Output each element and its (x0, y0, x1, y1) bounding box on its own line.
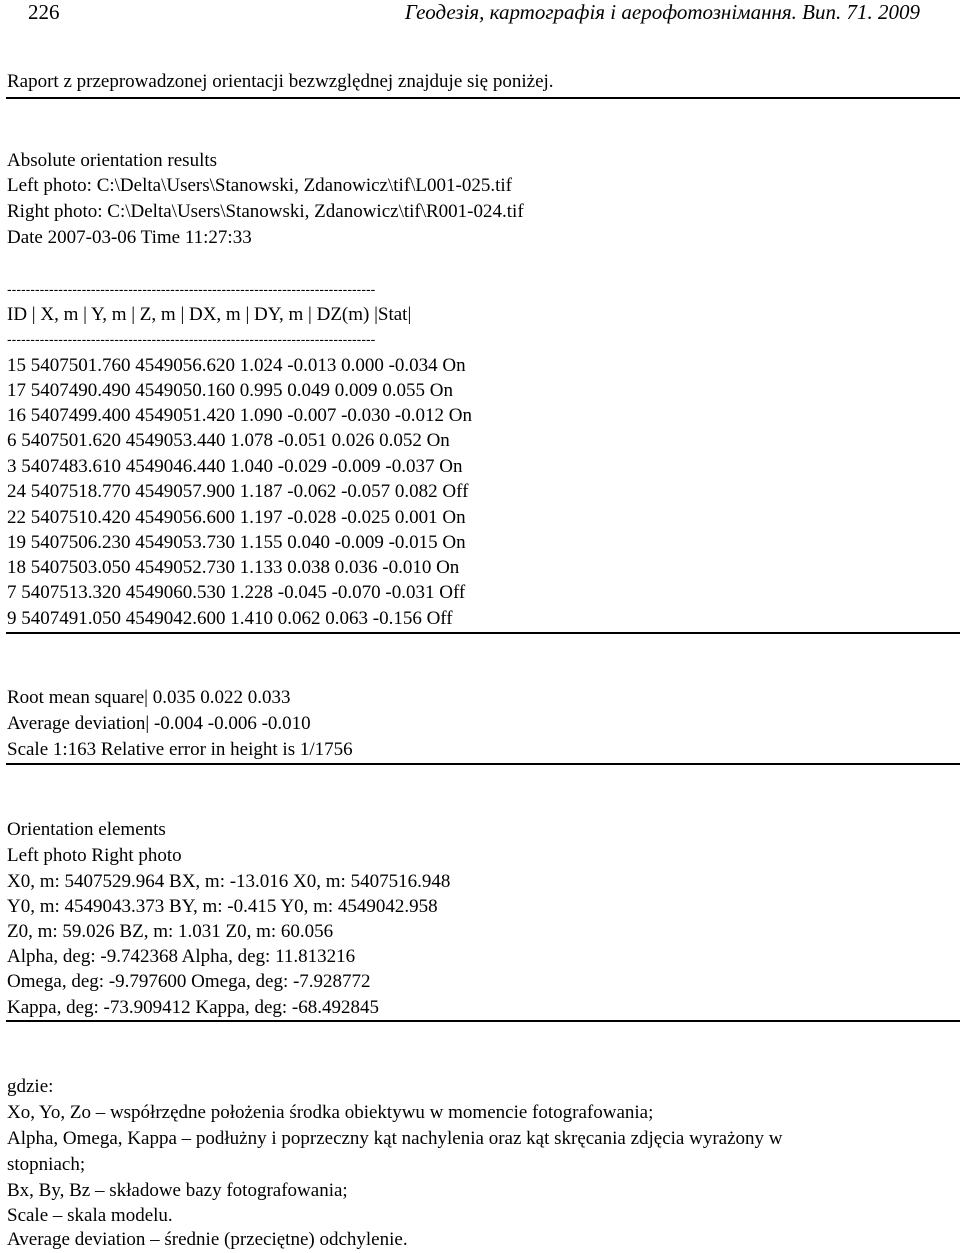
table-row: 18 5407503.050 4549052.730 1.133 0.038 0.036 -0.010 On (7, 557, 460, 578)
page-header (0, 0, 960, 40)
intro-text: Raport z przeprowadzonej orientacji bezwzględnej znajduje się poniżej. (7, 71, 554, 92)
table-row: 3 5407483.610 4549046.440 1.040 -0.029 -0.009 -0.037 On (7, 456, 463, 477)
legend-line: Bx, By, Bz – składowe bazy fotografowania; (7, 1180, 348, 1201)
table-row: 16 5407499.400 4549051.420 1.090 -0.007 -0.030 -0.012 On (7, 405, 472, 426)
dash-separator-bottom: ------------------------------------------------------------------------------- (7, 331, 376, 347)
legend-line: Alpha, Omega, Kappa – podłużny i poprzeczny kąt nachylenia oraz kąt skręcania zdjęcia wyrażony w (7, 1128, 783, 1149)
legend-line: Scale – skala modelu. (7, 1205, 173, 1226)
orientation-line: Y0, m: 4549043.373 BY, m: -0.415 Y0, m: 4549042.958 (7, 896, 438, 917)
table-row: 9 5407491.050 4549042.600 1.410 0.062 0.063 -0.156 Off (7, 608, 453, 629)
orientation-line: Kappa, deg: -73.909412 Kappa, deg: -68.492845 (7, 997, 380, 1018)
table-header: ID | X, m | Y, m | Z, m | DX, m | DY, m | DZ(m) |Stat| (7, 304, 412, 325)
orientation-line: X0, m: 5407529.964 BX, m: -13.016 X0, m: 5407516.948 (7, 871, 451, 892)
orientation-line: Left photo Right photo (7, 845, 182, 866)
divider (6, 1020, 960, 1022)
table-row: 7 5407513.320 4549060.530 1.228 -0.045 -0.070 -0.031 Off (7, 582, 466, 603)
report-date: Date 2007-03-06 Time 11:27:33 (7, 227, 252, 248)
page-number: 226 (28, 0, 60, 24)
table-row: 6 5407501.620 4549053.440 1.078 -0.051 0.026 0.052 On (7, 430, 450, 451)
left-photo-path: Left photo: C:\Delta\Users\Stanowski, Zdanowicz\tif\L001-025.tif (7, 175, 512, 196)
table-row: 24 5407518.770 4549057.900 1.187 -0.062 -0.057 0.082 Off (7, 481, 469, 502)
legend-line: Average deviation – średnie (przeciętne) odchylenie. (7, 1229, 408, 1250)
legend-title: gdzie: (7, 1076, 54, 1097)
right-photo-path: Right photo: C:\Delta\Users\Stanowski, Zdanowicz\tif\R001-024.tif (7, 201, 524, 222)
divider (6, 632, 960, 634)
dash-separator-top: ------------------------------------------------------------------------------- (7, 281, 376, 297)
legend-line: stopniach; (7, 1154, 86, 1175)
table-row: 22 5407510.420 4549056.600 1.197 -0.028 -0.025 0.001 On (7, 507, 466, 528)
divider (6, 97, 960, 99)
orientation-line: Z0, m: 59.026 BZ, m: 1.031 Z0, m: 60.056 (7, 921, 334, 942)
legend-line: Xo, Yo, Zo – współrzędne położenia środka obiektywu w momencie fotografowania; (7, 1102, 654, 1123)
divider (6, 763, 960, 765)
table-row: 19 5407506.230 4549053.730 1.155 0.040 -0.009 -0.015 On (7, 532, 466, 553)
running-title: Геодезія, картографія і аерофотознімання. Вип. 71. 2009 (404, 0, 920, 24)
rms-line: Root mean square| 0.035 0.022 0.033 (7, 687, 291, 708)
orientation-line: Omega, deg: -9.797600 Omega, deg: -7.928772 (7, 971, 371, 992)
table-row: 15 5407501.760 4549056.620 1.024 -0.013 0.000 -0.034 On (7, 355, 466, 376)
average-deviation-line: Average deviation| -0.004 -0.006 -0.010 (7, 713, 311, 734)
orientation-title: Orientation elements (7, 819, 166, 840)
report-title: Absolute orientation results (7, 150, 218, 171)
scale-line: Scale 1:163 Relative error in height is 1/1756 (7, 739, 353, 760)
table-row: 17 5407490.490 4549050.160 0.995 0.049 0.009 0.055 On (7, 380, 453, 401)
orientation-line: Alpha, deg: -9.742368 Alpha, deg: 11.813216 (7, 946, 356, 967)
